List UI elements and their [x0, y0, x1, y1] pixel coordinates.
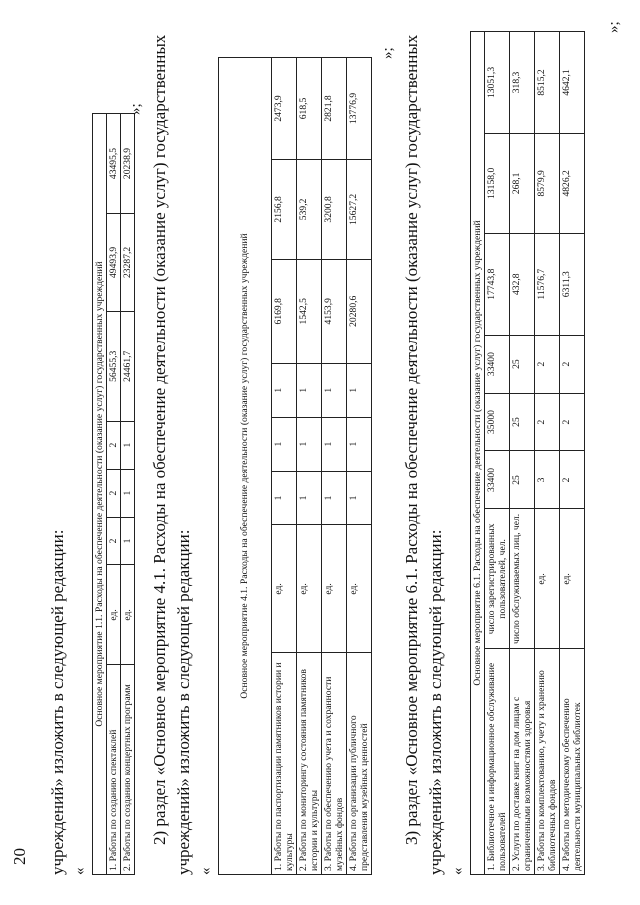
row-v6: 20238,9	[121, 114, 135, 214]
row-v1: 2	[560, 451, 585, 509]
row-v5: 8579,9	[535, 133, 560, 233]
table-row	[121, 114, 135, 875]
row-v6: 4642,1	[560, 32, 585, 134]
row-v2: 1	[121, 469, 135, 517]
row-v4: 6169,8	[272, 259, 297, 363]
row-v3: 2	[560, 335, 585, 393]
row-v3: 33400	[485, 335, 510, 393]
intro-open-quote: «	[72, 867, 88, 875]
row-unit: число зарегистрированных пользователей, чел.	[485, 509, 510, 649]
row-v1: 3	[535, 451, 560, 509]
row-v5: 2156,8	[272, 159, 297, 259]
table-3-header: Основное мероприятие 6.1. Расходы на обеспечение деятельности (оказание услуг) государственных учреждений	[471, 32, 485, 875]
row-v6: 8515,2	[535, 32, 560, 134]
row-unit: ед.	[107, 565, 121, 665]
table-row	[322, 58, 347, 875]
row-unit: ед.	[560, 509, 585, 649]
section-3-line-1: 3) раздел «Основное мероприятие 6.1. Расходы на обеспечение деятельности (оказание услуг) государственных	[402, 34, 421, 845]
table-row	[297, 58, 322, 875]
row-name: 4. Работы по методическому обеспечению деятельности муниципальных библиотек	[560, 649, 585, 875]
row-unit: ед.	[322, 525, 347, 653]
table-row	[510, 32, 535, 875]
row-v2: 2	[560, 393, 585, 451]
row-v1: 25	[510, 451, 535, 509]
row-v1: 1	[272, 471, 297, 525]
row-v1: 1	[322, 471, 347, 525]
row-v5: 4826,2	[560, 133, 585, 233]
row-v6: 2473,9	[272, 58, 297, 160]
row-v5: 23287,2	[121, 213, 135, 311]
table-row	[485, 32, 510, 875]
section-3-line-2: учреждений» изложить в следующей редакции:	[426, 529, 445, 875]
table-2-header: Основное мероприятие 4.1. Расходы на обеспечение деятельности (оказание услуг) государственных учреждений	[219, 58, 272, 875]
table-3	[470, 31, 585, 875]
section-2-line-1: 2) раздел «Основное мероприятие 4.1. Расходы на обеспечение деятельности (оказание услуг) государственных	[150, 34, 169, 845]
row-v6: 13776,9	[347, 58, 372, 160]
row-v3: 1	[347, 363, 372, 417]
row-v6: 43495,5	[107, 114, 121, 214]
row-unit: ед.	[347, 525, 372, 653]
row-v2: 1	[322, 417, 347, 471]
row-v4: 6311,3	[560, 233, 585, 335]
row-unit: ед.	[272, 525, 297, 653]
row-v4: 11576,7	[535, 233, 560, 335]
row-v2: 2	[107, 469, 121, 517]
table-2	[218, 57, 372, 875]
row-v1: 1	[347, 471, 372, 525]
row-v2: 2	[535, 393, 560, 451]
table-row	[560, 32, 585, 875]
row-v1: 1	[121, 517, 135, 565]
row-v5: 13158,0	[485, 133, 510, 233]
table-row	[107, 114, 121, 875]
table-1	[92, 113, 135, 875]
section-2-line-2: учреждений» изложить в следующей редакции:	[174, 529, 193, 875]
row-name: 1. Работы по созданию спектаклей	[107, 665, 121, 875]
row-v5: 268,1	[510, 133, 535, 233]
table-2-close-quote: »;	[380, 47, 396, 59]
row-v3: 25	[510, 335, 535, 393]
row-name: 2. Работы по мониторингу состояния памятников истории и культуры	[297, 653, 322, 875]
row-name: 3. Работы по обеспечению учета и сохранности музейных фондов	[322, 653, 347, 875]
table-1-header: Основное мероприятие 1.1. Расходы на обеспечение деятельности (оказание услуг) государственных учреждений	[93, 114, 107, 875]
table-3-close-quote: »;	[606, 21, 622, 33]
table-row	[272, 58, 297, 875]
row-v3: 1	[322, 363, 347, 417]
row-name: 4. Работы по организации публичного представления музейных ценностей	[347, 653, 372, 875]
row-name: 3. Работы по комплектованию, учету и хранению библиотечных фондов	[535, 649, 560, 875]
row-name: 1. Работы по паспортизации памятников истории и культуры	[272, 653, 297, 875]
row-unit: ед.	[121, 565, 135, 665]
row-v3: 2	[535, 335, 560, 393]
row-unit: ед.	[297, 525, 322, 653]
row-v5: 539,2	[297, 159, 322, 259]
table-row	[535, 32, 560, 875]
section-3-open-quote: «	[450, 867, 466, 875]
table-1-header-row	[93, 114, 107, 875]
row-v4: 4153,9	[322, 259, 347, 363]
row-v4: 56455,3	[107, 311, 121, 421]
row-name: 2. Работы по созданию концертных программ	[121, 665, 135, 875]
row-v3: 1	[297, 363, 322, 417]
row-v4: 17743,8	[485, 233, 510, 335]
row-v1: 33400	[485, 451, 510, 509]
table-3-header-row	[471, 32, 485, 875]
page-number: 20	[10, 848, 29, 865]
row-unit: число обслуживаемых лиц, чел.	[510, 509, 535, 649]
row-name: 1. Библиотечное и информационное обслуживание пользователей	[485, 649, 510, 875]
row-v5: 3200,8	[322, 159, 347, 259]
row-v1: 2	[107, 517, 121, 565]
table-1-close-quote: »;	[128, 103, 144, 115]
row-v3: 1	[121, 421, 135, 469]
row-name: 2. Услуги по доставке книг на дом лицам с ограниченными возможностями здоровья	[510, 649, 535, 875]
row-v4: 24461,7	[121, 311, 135, 421]
table-row	[347, 58, 372, 875]
section-2-open-quote: «	[198, 867, 214, 875]
row-v5: 15627,2	[347, 159, 372, 259]
row-v2: 35000	[485, 393, 510, 451]
row-v2: 25	[510, 393, 535, 451]
row-v2: 1	[272, 417, 297, 471]
row-v6: 318,3	[510, 32, 535, 134]
row-v4: 1542,5	[297, 259, 322, 363]
table-2-header-row	[219, 58, 272, 875]
row-v6: 13051,3	[485, 32, 510, 134]
row-v2: 1	[347, 417, 372, 471]
row-v1: 1	[297, 471, 322, 525]
row-unit: ед.	[535, 509, 560, 649]
row-v5: 49493,9	[107, 213, 121, 311]
row-v4: 20280,6	[347, 259, 372, 363]
row-v3: 2	[107, 421, 121, 469]
row-v6: 618,5	[297, 58, 322, 160]
row-v4: 432,8	[510, 233, 535, 335]
row-v3: 1	[272, 363, 297, 417]
row-v6: 2821,8	[322, 58, 347, 160]
intro-line: учреждений» изложить в следующей редакции:	[48, 529, 67, 875]
row-v2: 1	[297, 417, 322, 471]
